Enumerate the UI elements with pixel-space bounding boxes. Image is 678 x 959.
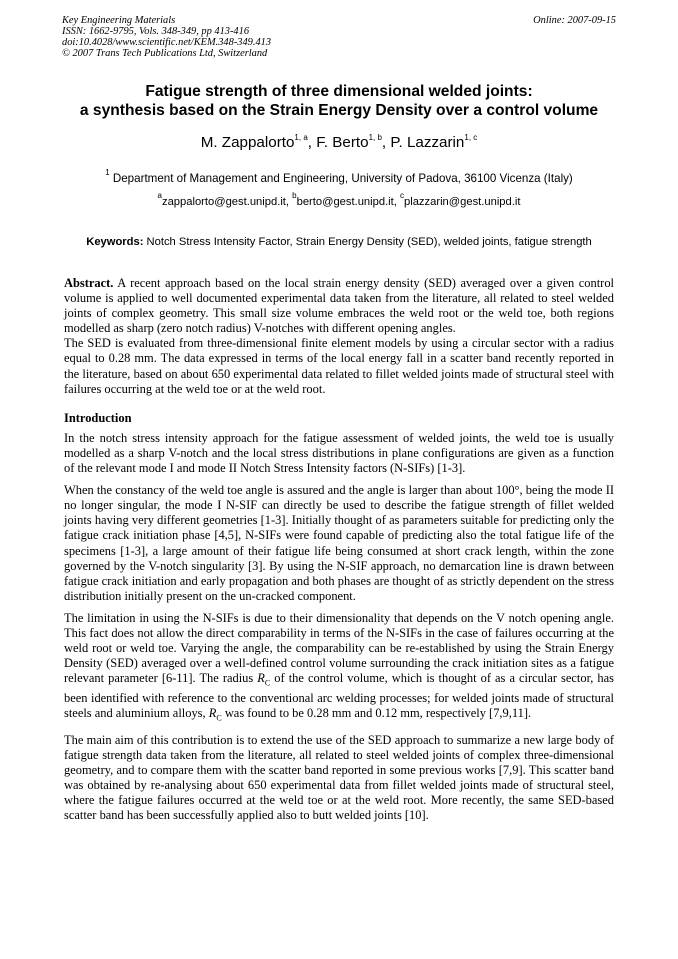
keywords — [66, 235, 612, 249]
affiliation-mark: 1 — [105, 168, 110, 177]
keywords-label: Keywords: — [86, 236, 144, 248]
intro-paragraph-3 — [64, 611, 614, 726]
author-emails — [40, 191, 638, 208]
paper-body — [64, 276, 614, 823]
author-name: M. Zappalorto — [200, 134, 295, 151]
introduction-heading: Introduction — [64, 410, 132, 425]
email-mark: b — [292, 191, 297, 200]
journal-header — [62, 15, 616, 59]
abstract-paragraph — [64, 276, 614, 336]
abstract-text: A recent approach based on the local strain energy density (SED) averaged over a given control volume is applied to well documented experimental data taken from the literature, all related to steel welded joints of complex geometry. This small size volume embraces the weld root or the weld toe, both regions modelled as sharp (zero notch radius) V-notches with different opening angles. — [64, 276, 614, 336]
intro-paragraph-2: When the constancy of the weld toe angle is assured and the angle is larger than about 100°, being the mode II no longer singular, the mode I N-SIF can directly be used to describe the fatigue strength of fillet welded joints having very different geometries [1-3]. Initially thought of as parameters suitable for predicting only the fatigue crack initiation phase [4,5], N-SIFs were found capable of predicting also the total fatigue life of the specimens [1-3], a large amount of their fatigue life being consumed at short crack length, within the zone governed by the V-notch singularity [3]. By using the N-SIF approach, no demarcation line is drawn between fatigue crack initiation and early propagation and both phases are thought of as strictly dependent on the stress distribution initially present on the un-cracked component. — [64, 483, 614, 603]
author-affiliation-mark: 1, c — [464, 133, 478, 142]
affiliation-text: Department of Management and Engineering, University of Padova, 36100 Vicenza (Italy) — [109, 172, 573, 185]
author-affiliation-mark: 1, b — [368, 133, 382, 142]
author-list — [40, 134, 638, 151]
online-date: Online: 2007-09-15 — [533, 15, 616, 26]
affiliation — [40, 168, 638, 185]
intro-paragraph-4: The main aim of this contribution is to extend the use of the SED approach to summarize a new large body of fatigue strength data taken from the literature, all related to steel welded joints of complex three-dimensional geometry, and to compare them with the scatter band reported in some previous works [7,9]. This scatter band was obtained by re-analysing about 650 experimental data from fillet welded joints made of structural steel, where the fatigue failures occurred at the weld toe or at the weld root. More recently, the same SED-based scatter band has been successfully applied also to butt welded joints [10]. — [64, 732, 614, 822]
abstract-paragraph-2: The SED is evaluated from three-dimensional finite element models by using a circular sector with a radius equal to 0.28 mm. The data expressed in terms of the local energy fall in a scatter band recently reported in the literature, based on about 650 experimental data related to fillet welded joints made of structural steel with failures occurring at the weld toe or at the weld root. — [64, 336, 614, 396]
radius-symbol-letter: R — [208, 705, 217, 720]
email-mark: c — [400, 191, 404, 200]
intro-paragraph-3-part-b: of the control volume, which is thought of as a circular sector, has been identified with reference to the conventional arc welding processes; for welded joints made of structural steels and aluminium alloys, — [64, 671, 614, 720]
keywords-text: Notch Stress Intensity Factor, Strain Energy Density (SED), welded joints, fatigue strength — [143, 236, 592, 248]
paper-title — [40, 82, 638, 120]
radius-symbol — [208, 705, 222, 723]
title-line-1: Fatigue strength of three dimensional welded joints: — [145, 83, 533, 100]
copyright-line: © 2007 Trans Tech Publications Ltd, Switzerland — [62, 48, 268, 59]
author-separator: , — [381, 134, 391, 151]
journal-name: Key Engineering Materials — [62, 15, 176, 26]
email-mark: a — [157, 191, 162, 200]
radius-symbol-subscript: C — [264, 678, 271, 688]
email-address: zappalorto@gest.unipd.it, — [161, 196, 293, 208]
email-address: berto@gest.unipd.it, — [296, 196, 400, 208]
radius-symbol-letter: R — [257, 671, 265, 686]
issn-line: ISSN: 1662-9795, Vols. 348-349, pp 413-416 — [62, 26, 250, 37]
email-address: plazzarin@gest.unipd.it — [404, 196, 521, 208]
intro-paragraph-1: In the notch stress intensity approach for the fatigue assessment of welded joints, the weld toe is usually modelled as a sharp V-notch and the local stress distributions in plane configurations are given as a function of the relevant mode I and mode II Notch Stress Intensity factors (N-SIFs) [1-3]. — [64, 430, 614, 476]
title-line-2: a synthesis based on the Strain Energy Density over a control volume — [79, 102, 599, 119]
intro-paragraph-3-part-a: The limitation in using the N-SIFs is due to their dimensionality that depends on the V notch opening angle. This fact does not allow the direct comparability in terms of the N-SIFs in the case of failures occurring at the weld root or weld toe. Varying the angle, the comparability can be re-established by using the Strain Energy Density (SED) averaged over a well-defined control volume surrounding the crack initiation sites as a fatigue relevant parameter [6-11]. The radius — [64, 610, 614, 686]
author-name: P. Lazzarin — [390, 134, 465, 151]
author-affiliation-mark: 1, a — [294, 133, 308, 142]
radius-symbol — [257, 671, 271, 688]
abstract-label: Abstract. — [64, 276, 114, 290]
intro-paragraph-3-part-c: was found to be 0.28 mm and 0.12 mm, respectively [7,9,11]. — [221, 705, 532, 720]
doi-line: doi:10.4028/www.scientific.net/KEM.348-349.413 — [62, 37, 272, 48]
author-separator: , — [307, 134, 317, 151]
radius-symbol-subscript: C — [216, 713, 222, 723]
author-name: F. Berto — [316, 134, 369, 151]
